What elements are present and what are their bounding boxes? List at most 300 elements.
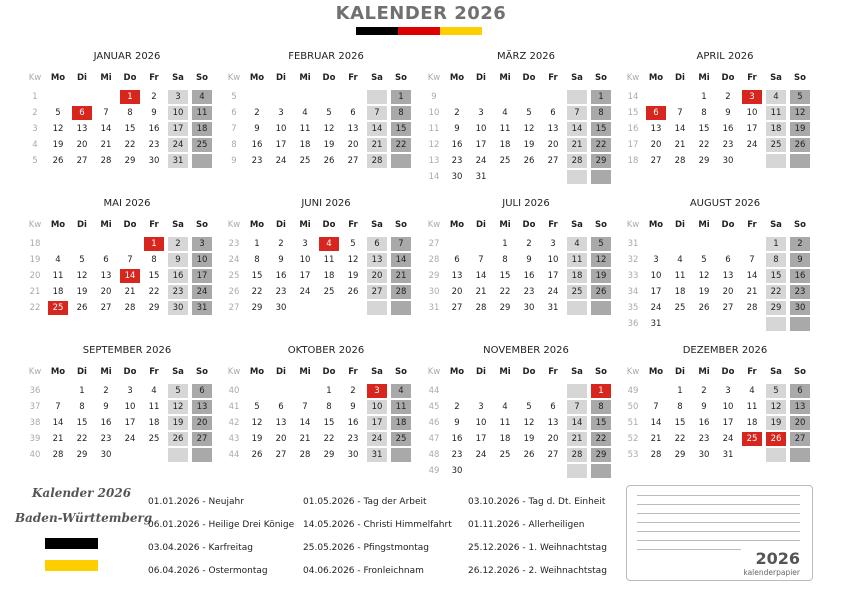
week-number: 11 xyxy=(428,124,440,134)
week-number: 25 xyxy=(228,271,240,281)
empty-weekend-cell xyxy=(790,154,810,168)
day-cell: 22 xyxy=(76,434,88,444)
day-cell: 2 xyxy=(168,237,188,251)
day-cell: 15 xyxy=(499,271,511,281)
day-cell: 28 xyxy=(391,285,411,299)
holiday-cell: 14 xyxy=(120,269,140,283)
day-cell: 10 xyxy=(124,402,136,412)
note-line xyxy=(637,513,800,514)
day-cell: 11 xyxy=(148,402,160,412)
day-cell: 17 xyxy=(299,271,311,281)
day-cell: 3 xyxy=(725,386,731,396)
weekday-header: Mi xyxy=(299,73,311,83)
day-cell: 19 xyxy=(76,287,88,297)
weekday-header: Do xyxy=(522,73,536,83)
day-cell: 15 xyxy=(323,418,335,428)
weekday-header: Sa xyxy=(371,367,383,377)
weekday-header: Sa xyxy=(770,367,782,377)
weekday-header: Mi xyxy=(698,220,710,230)
week-number: 14 xyxy=(428,172,440,182)
empty-weekend-cell xyxy=(567,301,587,315)
day-cell: 14 xyxy=(567,416,587,430)
day-cell: 26 xyxy=(76,303,88,313)
day-cell: 27 xyxy=(100,303,112,313)
day-cell: 24 xyxy=(124,434,136,444)
day-cell: 28 xyxy=(567,154,587,168)
holiday-entry: 25.05.2026 - Pfingstmontag xyxy=(303,543,429,553)
month-title: AUGUST 2026 xyxy=(689,198,761,209)
kw-header: Kw xyxy=(28,220,42,230)
day-cell: 6 xyxy=(550,108,556,118)
week-number: 49 xyxy=(627,386,639,396)
day-cell: 9 xyxy=(151,108,157,118)
day-cell: 17 xyxy=(168,122,188,136)
week-number: 37 xyxy=(29,402,41,412)
footer-region: Baden-Württemberg xyxy=(15,511,153,525)
day-cell: 4 xyxy=(391,384,411,398)
holiday-entry: 06.01.2026 - Heilige Drei Könige xyxy=(148,520,295,530)
week-number: 36 xyxy=(29,386,41,396)
day-cell: 2 xyxy=(454,108,460,118)
day-cell: 11 xyxy=(391,400,411,414)
day-cell: 18 xyxy=(499,434,511,444)
day-cell: 7 xyxy=(478,255,484,265)
week-number: 28 xyxy=(428,255,440,265)
weekday-header: Mi xyxy=(499,73,511,83)
day-cell: 9 xyxy=(278,255,284,265)
day-cell: 15 xyxy=(124,124,136,134)
holiday-cell: 1 xyxy=(144,237,164,251)
day-cell: 9 xyxy=(725,108,731,118)
day-cell: 15 xyxy=(591,416,611,430)
day-cell: 5 xyxy=(701,255,707,265)
empty-weekend-cell xyxy=(766,154,786,168)
day-cell: 29 xyxy=(674,450,686,460)
day-cell: 16 xyxy=(100,418,112,428)
weekday-header: Mo xyxy=(449,367,465,377)
day-cell: 22 xyxy=(391,138,411,152)
day-cell: 3 xyxy=(192,237,212,251)
weekday-header: Mi xyxy=(299,367,311,377)
weekday-header: So xyxy=(196,73,208,83)
day-cell: 25 xyxy=(299,156,311,166)
day-cell: 26 xyxy=(347,287,359,297)
day-cell: 19 xyxy=(698,287,710,297)
day-cell: 28 xyxy=(52,450,64,460)
day-cell: 25 xyxy=(674,303,686,313)
weekday-header: Sa xyxy=(571,73,583,83)
empty-weekend-cell xyxy=(766,317,786,331)
empty-weekend-cell xyxy=(391,301,411,315)
kw-header: Kw xyxy=(626,367,640,377)
weekday-header: Sa xyxy=(371,73,383,83)
day-cell: 6 xyxy=(103,255,109,265)
kw-header: Kw xyxy=(227,73,241,83)
day-cell: 6 xyxy=(192,384,212,398)
day-cell: 13 xyxy=(76,124,88,134)
day-cell: 14 xyxy=(299,418,311,428)
empty-weekend-cell xyxy=(790,317,810,331)
weekday-header: Di xyxy=(276,367,286,377)
weekday-header: Do xyxy=(721,367,735,377)
day-cell: 28 xyxy=(567,448,587,462)
day-cell: 10 xyxy=(168,106,188,120)
day-cell: 18 xyxy=(192,122,212,136)
day-cell: 4 xyxy=(151,386,157,396)
day-cell: 14 xyxy=(367,122,387,136)
day-cell: 10 xyxy=(722,402,734,412)
weekday-header: Do xyxy=(721,220,735,230)
day-cell: 25 xyxy=(499,156,511,166)
holiday-entry: 03.10.2026 - Tag d. Dt. Einheit xyxy=(468,497,606,507)
day-cell: 7 xyxy=(302,402,308,412)
day-cell: 20 xyxy=(367,269,387,283)
day-cell: 10 xyxy=(475,124,487,134)
month-title: FEBRUAR 2026 xyxy=(288,51,364,62)
day-cell: 8 xyxy=(591,106,611,120)
day-cell: 4 xyxy=(192,90,212,104)
weekday-header: Do xyxy=(123,73,137,83)
day-cell: 5 xyxy=(350,239,356,249)
note-line xyxy=(637,540,800,541)
day-cell: 1 xyxy=(677,386,683,396)
holiday-cell: 4 xyxy=(319,237,339,251)
day-cell: 20 xyxy=(76,140,88,150)
brand-name: kalenderpapier xyxy=(743,568,800,577)
day-cell: 14 xyxy=(746,271,758,281)
flag-stripe-gold xyxy=(440,27,482,35)
day-cell: 20 xyxy=(347,140,359,150)
week-number: 12 xyxy=(428,140,440,150)
week-number: 17 xyxy=(627,140,639,150)
day-cell: 23 xyxy=(347,434,359,444)
week-number: 5 xyxy=(231,92,237,102)
day-cell: 17 xyxy=(547,271,559,281)
day-cell: 11 xyxy=(192,106,212,120)
month-title: NOVEMBER 2026 xyxy=(483,345,569,356)
holiday-cell: 6 xyxy=(646,106,666,120)
day-cell: 16 xyxy=(523,271,535,281)
day-cell: 30 xyxy=(168,301,188,315)
week-number: 19 xyxy=(29,255,41,265)
day-cell: 11 xyxy=(499,418,511,428)
day-cell: 9 xyxy=(526,255,532,265)
day-cell: 3 xyxy=(168,90,188,104)
day-cell: 25 xyxy=(766,138,786,152)
day-cell: 27 xyxy=(790,432,810,446)
day-cell: 12 xyxy=(52,124,64,134)
weekday-header: Sa xyxy=(371,220,383,230)
day-cell: 28 xyxy=(746,303,758,313)
weekday-header: Fr xyxy=(548,220,558,230)
day-cell: 24 xyxy=(192,285,212,299)
day-cell: 9 xyxy=(454,418,460,428)
day-cell: 17 xyxy=(722,418,734,428)
kw-header: Kw xyxy=(28,73,42,83)
day-cell: 20 xyxy=(547,434,559,444)
week-number: 48 xyxy=(428,450,440,460)
day-cell: 22 xyxy=(591,138,611,152)
day-cell: 19 xyxy=(523,434,535,444)
day-cell: 14 xyxy=(391,253,411,267)
note-line xyxy=(637,495,800,496)
day-cell: 19 xyxy=(591,269,611,283)
weekday-header: Di xyxy=(476,220,486,230)
week-number: 8 xyxy=(231,140,237,150)
week-number: 18 xyxy=(29,239,41,249)
day-cell: 18 xyxy=(674,287,686,297)
month-title: OKTOBER 2026 xyxy=(287,345,365,356)
day-cell: 16 xyxy=(148,124,160,134)
day-cell: 30 xyxy=(148,156,160,166)
day-cell: 8 xyxy=(766,253,786,267)
empty-weekend-cell xyxy=(766,448,786,462)
empty-weekend-cell xyxy=(591,464,611,478)
day-cell: 10 xyxy=(192,253,212,267)
day-cell: 19 xyxy=(168,416,188,430)
day-cell: 24 xyxy=(299,287,311,297)
week-number: 36 xyxy=(627,319,639,329)
day-cell: 29 xyxy=(591,154,611,168)
day-cell: 31 xyxy=(547,303,559,313)
day-cell: 2 xyxy=(350,386,356,396)
week-number: 47 xyxy=(428,434,440,444)
week-number: 32 xyxy=(627,255,639,265)
day-cell: 10 xyxy=(299,255,311,265)
day-cell: 20 xyxy=(192,416,212,430)
day-cell: 4 xyxy=(749,386,755,396)
day-cell: 12 xyxy=(323,124,335,134)
weekday-header: Mo xyxy=(648,73,664,83)
weekday-header: Do xyxy=(522,367,536,377)
day-cell: 27 xyxy=(275,450,287,460)
weekday-header: Mo xyxy=(249,73,265,83)
holiday-cell: 1 xyxy=(120,90,140,104)
day-cell: 16 xyxy=(275,271,287,281)
day-cell: 22 xyxy=(766,285,786,299)
day-cell: 21 xyxy=(367,138,387,152)
day-cell: 18 xyxy=(323,271,335,281)
day-cell: 28 xyxy=(100,156,112,166)
day-cell: 12 xyxy=(698,271,710,281)
day-cell: 3 xyxy=(653,255,659,265)
day-cell: 15 xyxy=(391,122,411,136)
kw-header: Kw xyxy=(28,367,42,377)
week-number: 27 xyxy=(228,303,240,313)
day-cell: 23 xyxy=(523,287,535,297)
day-cell: 4 xyxy=(302,108,308,118)
weekday-header: Mi xyxy=(499,220,511,230)
day-cell: 21 xyxy=(567,138,587,152)
kw-header: Kw xyxy=(626,73,640,83)
day-cell: 4 xyxy=(502,402,508,412)
day-cell: 17 xyxy=(367,416,387,430)
holiday-entry: 01.05.2026 - Tag der Arbeit xyxy=(303,497,427,507)
holiday-entry: 04.06.2026 - Fronleichnam xyxy=(303,566,424,576)
day-cell: 13 xyxy=(650,124,662,134)
day-cell: 20 xyxy=(547,140,559,150)
day-cell: 24 xyxy=(650,303,662,313)
day-cell: 19 xyxy=(251,434,263,444)
week-number: 52 xyxy=(627,434,639,444)
day-cell: 2 xyxy=(526,239,532,249)
day-cell: 22 xyxy=(591,432,611,446)
day-cell: 14 xyxy=(100,124,112,134)
day-cell: 15 xyxy=(591,122,611,136)
day-cell: 11 xyxy=(52,271,64,281)
day-cell: 25 xyxy=(192,138,212,152)
day-cell: 27 xyxy=(722,303,734,313)
weekday-header: So xyxy=(595,220,607,230)
day-cell: 19 xyxy=(523,140,535,150)
week-number: 7 xyxy=(231,124,237,134)
weekday-header: Mo xyxy=(249,220,265,230)
day-cell: 15 xyxy=(698,124,710,134)
day-cell: 12 xyxy=(591,253,611,267)
day-cell: 1 xyxy=(254,239,260,249)
week-number: 6 xyxy=(231,108,237,118)
day-cell: 7 xyxy=(749,255,755,265)
day-cell: 13 xyxy=(275,418,287,428)
day-cell: 30 xyxy=(100,450,112,460)
day-cell: 7 xyxy=(127,255,133,265)
day-cell: 8 xyxy=(127,108,133,118)
day-cell: 25 xyxy=(567,285,587,299)
weekday-header: Di xyxy=(476,367,486,377)
empty-weekend-cell xyxy=(567,170,587,184)
day-cell: 21 xyxy=(391,269,411,283)
week-number: 53 xyxy=(627,450,639,460)
holiday-cell: 3 xyxy=(742,90,762,104)
day-cell: 23 xyxy=(251,156,263,166)
day-cell: 12 xyxy=(76,271,88,281)
day-cell: 9 xyxy=(103,402,109,412)
week-number: 44 xyxy=(428,386,440,396)
empty-weekend-cell xyxy=(567,464,587,478)
holiday-cell: 25 xyxy=(48,301,68,315)
day-cell: 2 xyxy=(278,239,284,249)
week-number: 14 xyxy=(627,92,639,102)
weekday-header: Sa xyxy=(571,367,583,377)
day-cell: 27 xyxy=(547,450,559,460)
weekday-header: Do xyxy=(522,220,536,230)
week-number: 21 xyxy=(29,287,41,297)
month-title: MÄRZ 2026 xyxy=(497,51,555,62)
day-cell: 29 xyxy=(591,448,611,462)
day-cell: 17 xyxy=(475,140,487,150)
day-cell: 11 xyxy=(499,124,511,134)
empty-weekend-cell xyxy=(192,448,212,462)
note-line xyxy=(637,504,800,505)
day-cell: 6 xyxy=(725,255,731,265)
day-cell: 10 xyxy=(650,271,662,281)
day-cell: 19 xyxy=(766,416,786,430)
holiday-cell: 25 xyxy=(742,432,762,446)
day-cell: 31 xyxy=(367,448,387,462)
week-number: 27 xyxy=(428,239,440,249)
day-cell: 28 xyxy=(475,303,487,313)
day-cell: 1 xyxy=(326,386,332,396)
kw-header: Kw xyxy=(427,220,441,230)
weekday-header: Sa xyxy=(172,73,184,83)
day-cell: 31 xyxy=(722,450,734,460)
month-title: MAI 2026 xyxy=(103,198,151,209)
weekday-header: So xyxy=(794,367,806,377)
weekday-header: Sa xyxy=(172,367,184,377)
weekday-header: Di xyxy=(77,220,87,230)
day-cell: 24 xyxy=(168,138,188,152)
week-number: 9 xyxy=(431,92,437,102)
empty-weekend-cell xyxy=(391,448,411,462)
day-cell: 29 xyxy=(76,450,88,460)
day-cell: 5 xyxy=(55,108,61,118)
day-cell: 17 xyxy=(275,140,287,150)
day-cell: 30 xyxy=(451,466,463,476)
day-cell: 20 xyxy=(451,287,463,297)
day-cell: 26 xyxy=(323,156,335,166)
day-cell: 8 xyxy=(677,402,683,412)
day-cell: 30 xyxy=(722,156,734,166)
week-number: 29 xyxy=(428,271,440,281)
day-cell: 16 xyxy=(790,269,810,283)
weekday-header: Fr xyxy=(149,73,159,83)
weekday-header: Mi xyxy=(698,367,710,377)
day-cell: 9 xyxy=(701,402,707,412)
week-number: 5 xyxy=(32,156,38,166)
empty-weekend-cell xyxy=(567,384,587,398)
day-cell: 16 xyxy=(347,418,359,428)
day-cell: 23 xyxy=(168,285,188,299)
day-cell: 23 xyxy=(790,285,810,299)
day-cell: 21 xyxy=(650,434,662,444)
day-cell: 6 xyxy=(367,237,387,251)
weekday-header: Di xyxy=(77,73,87,83)
day-cell: 6 xyxy=(790,384,810,398)
day-cell: 12 xyxy=(168,400,188,414)
week-number: 13 xyxy=(428,156,440,166)
day-cell: 13 xyxy=(192,400,212,414)
day-cell: 22 xyxy=(148,287,160,297)
day-cell: 15 xyxy=(148,271,160,281)
day-cell: 11 xyxy=(567,253,587,267)
day-cell: 2 xyxy=(151,92,157,102)
note-line xyxy=(637,549,741,550)
day-cell: 19 xyxy=(52,140,64,150)
kw-header: Kw xyxy=(227,367,241,377)
weekday-header: Di xyxy=(276,73,286,83)
day-cell: 13 xyxy=(100,271,112,281)
empty-weekend-cell xyxy=(567,90,587,104)
day-cell: 27 xyxy=(547,156,559,166)
weekday-header: Di xyxy=(675,367,685,377)
day-cell: 17 xyxy=(746,124,758,134)
weekday-header: Di xyxy=(675,220,685,230)
empty-weekend-cell xyxy=(192,154,212,168)
day-cell: 27 xyxy=(347,156,359,166)
week-number: 49 xyxy=(428,466,440,476)
week-number: 33 xyxy=(627,271,639,281)
week-number: 51 xyxy=(627,418,639,428)
day-cell: 16 xyxy=(168,269,188,283)
week-number: 41 xyxy=(228,402,240,412)
day-cell: 29 xyxy=(698,156,710,166)
day-cell: 23 xyxy=(451,450,463,460)
weekday-header: Mo xyxy=(50,220,66,230)
weekday-header: Sa xyxy=(172,220,184,230)
day-cell: 6 xyxy=(278,402,284,412)
weekday-header: So xyxy=(395,220,407,230)
day-cell: 7 xyxy=(391,237,411,251)
